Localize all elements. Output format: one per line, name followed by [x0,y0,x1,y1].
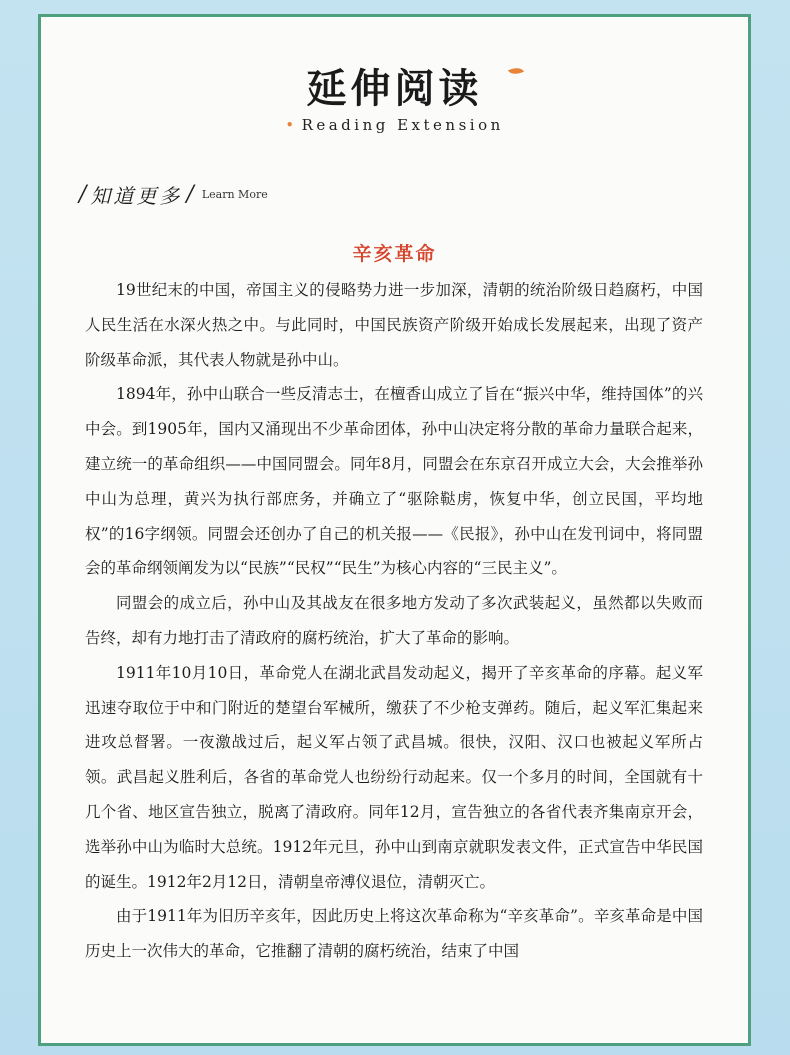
paragraph: 1911年10月10日，革命党人在湖北武昌发动起义，揭开了辛亥革命的序幕。起义军迅速夺取位于中和门附近的楚望台军械所，缴获了不少枪支弹药。随后，起义军汇集起来进攻总督署。一夜激战过后，起义军占领了武昌城。很快，汉阳、汉口也被起义军所占领。武昌起义胜利后，各省的革命党人也纷纷行动起来。仅一个多月的时间，全国就有十几个省、地区宣告独立，脱离了清政府。同年12月，宣告独立的各省代表齐集南京开会，选举孙中山为临时大总统。1912年元旦，孙中山到南京就职发表文件，正式宣告中华民国的诞生。1912年2月12日，清朝皇帝溥仪退位，清朝灭亡。 [85,663,703,891]
bullet-dot-icon: • [285,116,298,134]
article-body [85,273,703,969]
paragraph: 由于1911年为旧历辛亥年，因此历史上将这次革命称为“辛亥革命”。辛亥革命是中国历史上一次伟大的革命，它推翻了清朝的腐朽统治，结束了中国 [85,907,703,961]
subtitle-text: Reading Extension [301,116,504,134]
slash-left-icon: / [79,182,87,207]
page-subtitle [41,116,748,134]
paragraph: 19世纪末的中国，帝国主义的侵略势力进一步加深，清朝的统治阶级日趋腐朽，中国人民生活在水深火热之中。与此同时，中国民族资产阶级开始成长发展起来，出现了资产阶级革命派，其代表人物就是孙中山。 [85,281,703,369]
learn-more-heading [79,180,268,209]
page-header [41,57,748,134]
slash-right-icon: / [186,182,194,207]
learn-more-label: 知道更多 [90,184,183,208]
page-frame [38,14,751,1046]
learn-more-label-en: Learn More [201,188,268,201]
paragraph: 1894年，孙中山联合一些反清志士，在檀香山成立了旨在“振兴中华，维持国体”的兴中会。到1905年，国内又涌现出不少革命团体，孙中山决定将分散的革命力量联合起来，建立统一的革命组织——中国同盟会。同年8月，同盟会在东京召开成立大会，大会推举孙中山为总理，黄兴为执行部庶务，并确立了“驱除鞑虏，恢复中华，创立民国，平均地权”的16字纲领。同盟会还创办了自己的机关报——《民报》，孙中山在发刊词中，将同盟会的革命纲领阐发为以“民族”“民权”“民生”为核心内容的“三民主义”。 [85,385,703,578]
paragraph: 同盟会的成立后，孙中山及其战友在很多地方发动了多次武装起义，虽然都以失败而告终，却有力地打击了清政府的腐朽统治，扩大了革命的影响。 [85,594,703,647]
article-title: 辛亥革命 [352,243,437,265]
page-title: 延伸阅读 [306,66,483,112]
